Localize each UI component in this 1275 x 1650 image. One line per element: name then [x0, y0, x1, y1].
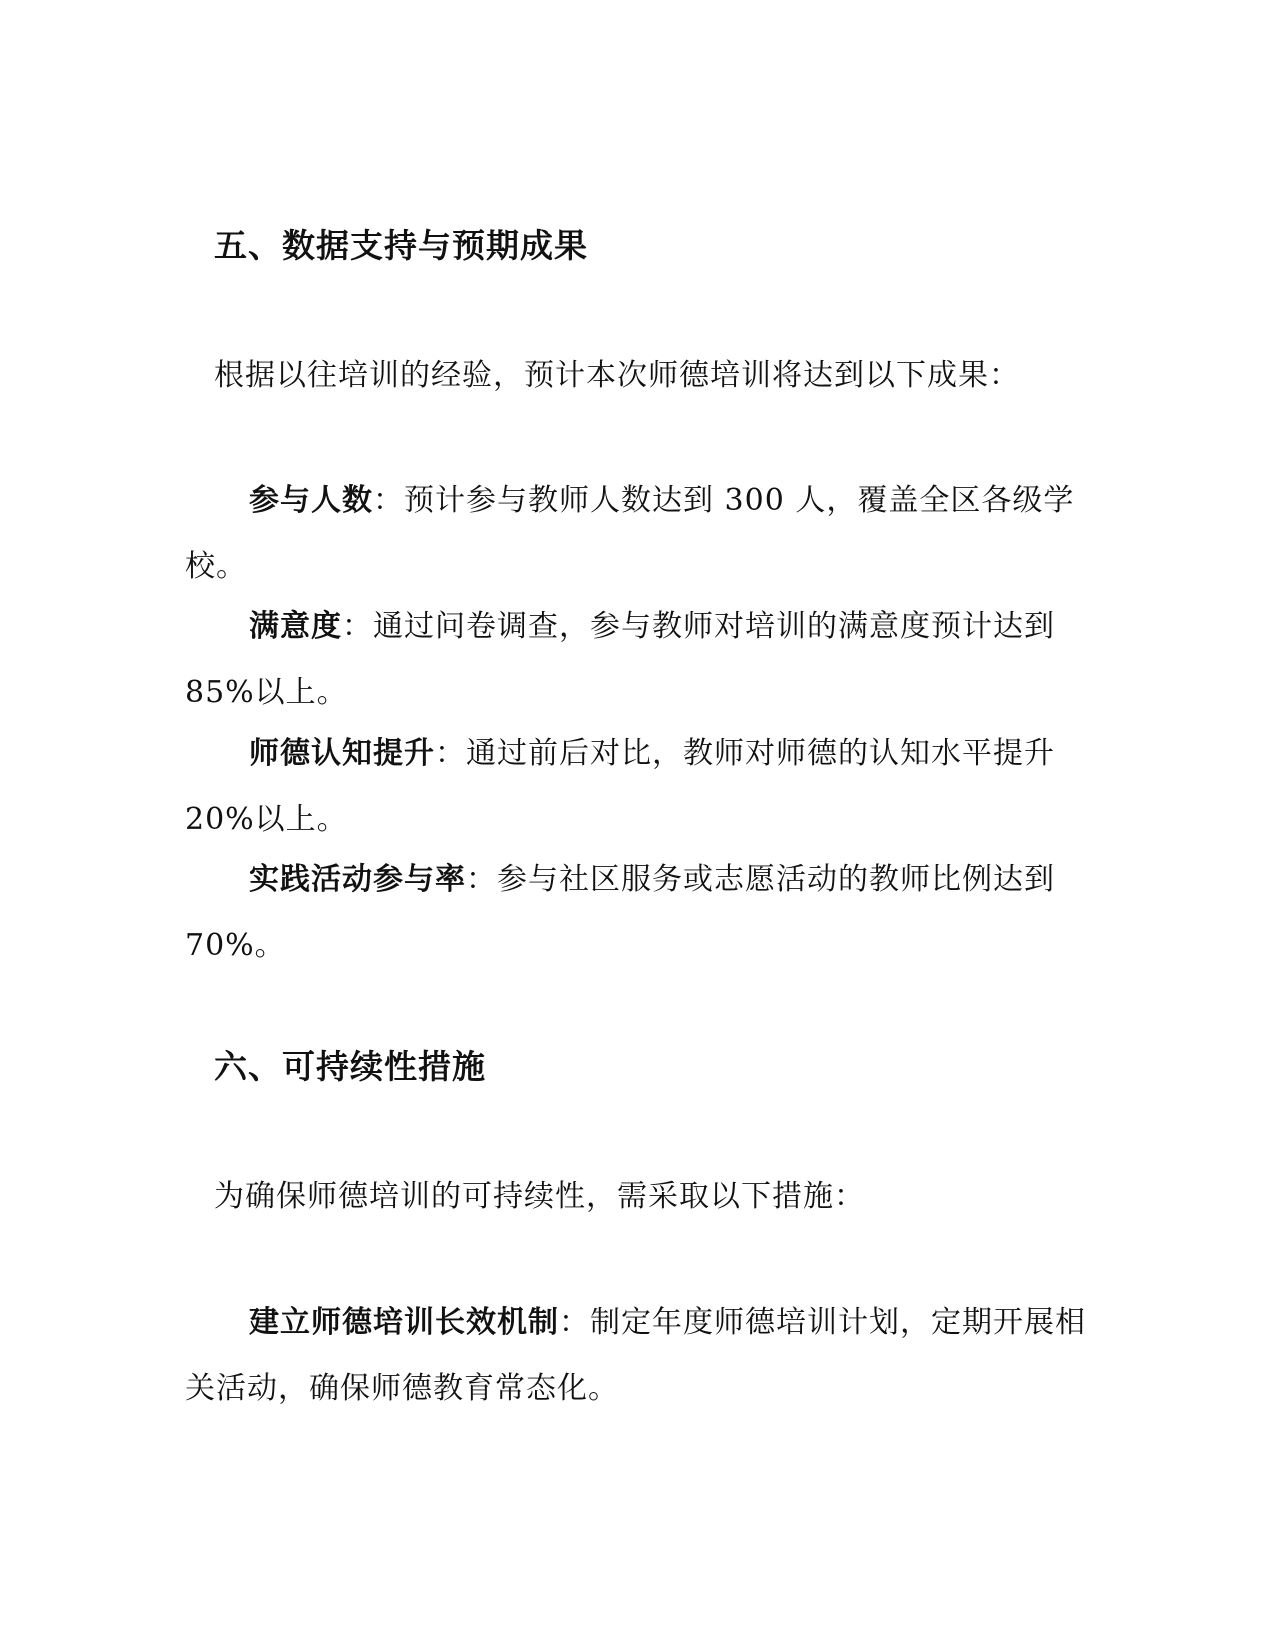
measure-long-term-mechanism-text: ：制定年度师德培训计划，定期开展相关活动，确保师德教育常态化。: [185, 1305, 1086, 1406]
outcome-practice-participation-label: 实践活动参与率: [249, 862, 466, 897]
outcome-participants-label: 参与人数: [249, 483, 373, 518]
outcome-practice-participation-text: ：参与社区服务或志愿活动的教师比例达到70%。: [185, 862, 1055, 963]
section-intro-measures: 为确保师德培训的可持续性，需采取以下措施：: [214, 1179, 865, 1214]
section-heading-data-support: 五、数据支持与预期成果: [214, 226, 588, 265]
section-intro-outcomes: 根据以往培训的经验，预计本次师德培训将达到以下成果：: [214, 358, 1020, 393]
outcome-satisfaction: [185, 594, 1105, 726]
outcome-practice-participation: [185, 847, 1105, 979]
measure-long-term-mechanism-label: 建立师德培训长效机制: [249, 1305, 559, 1340]
outcome-ethics-awareness-text: ：通过前后对比，教师对师德的认知水平提升20%以上。: [185, 736, 1055, 837]
measure-long-term-mechanism: [185, 1290, 1105, 1422]
outcome-satisfaction-text: ：通过问卷调查，参与教师对培训的满意度预计达到85%以上。: [185, 609, 1055, 710]
outcome-satisfaction-label: 满意度: [249, 609, 342, 644]
outcome-ethics-awareness: [185, 721, 1105, 853]
outcome-participants-text: ：预计参与教师人数达到 300 人，覆盖全区各级学校。: [185, 483, 1075, 584]
outcome-ethics-awareness-label: 师德认知提升: [249, 736, 435, 771]
outcome-participants: [185, 468, 1105, 600]
section-heading-sustainability: 六、可持续性措施: [214, 1047, 486, 1086]
